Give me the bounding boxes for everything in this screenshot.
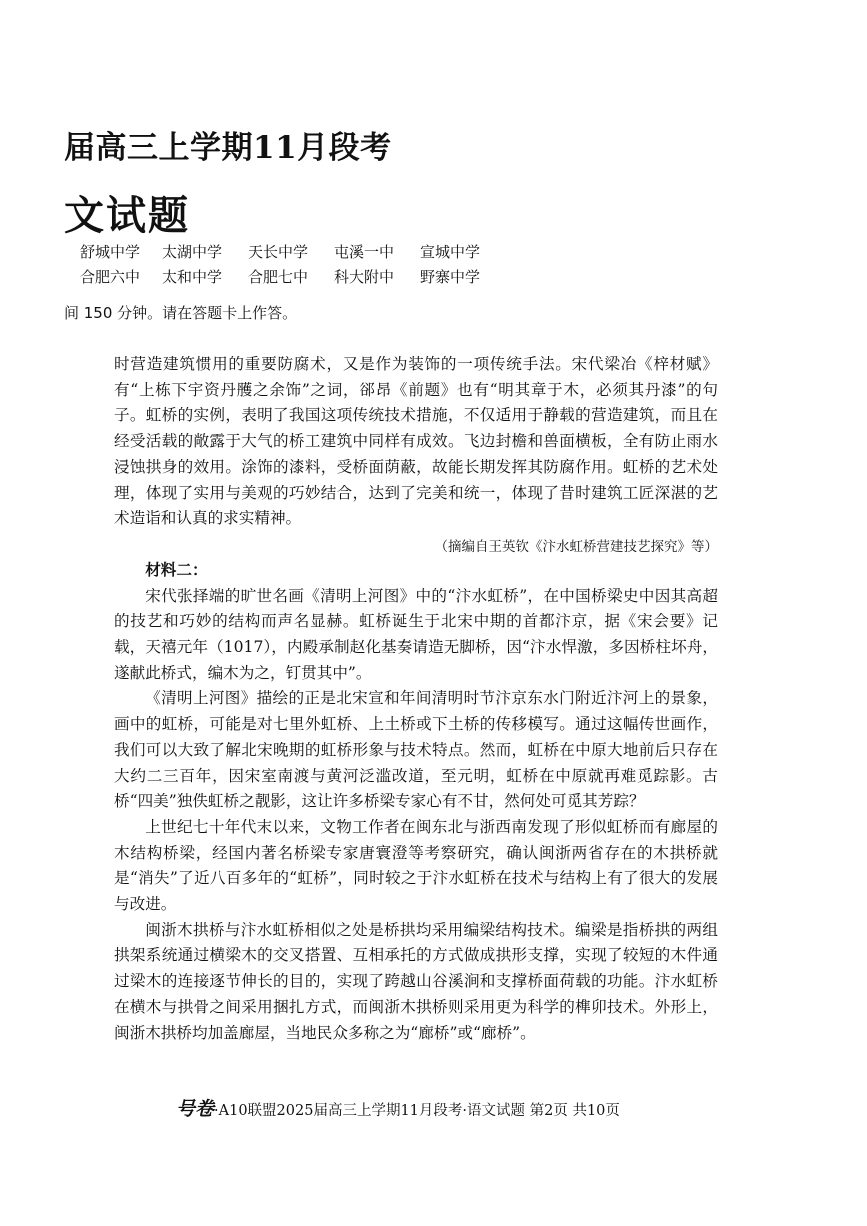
reading-passage <box>114 352 718 1046</box>
exam-instructions: 间 150 分钟。请在答题卡上作答。 <box>64 304 298 322</box>
school-row-2 <box>80 265 480 290</box>
footer-text: ·A10联盟2025届高三上学期11月段考·语文试题 第2页 共10页 <box>214 1103 620 1119</box>
exam-subject: 文试题 <box>64 192 190 239</box>
material-2-heading: 材料二： <box>145 560 208 579</box>
school-name: 野寨中学 <box>420 268 481 286</box>
material-1-source: （摘编自王英钦《汴水虹桥营建技艺探究》等） <box>434 538 718 555</box>
material-2-paragraph: 宋代张择端的旷世名画《清明上河图》中的“汴水虹桥”，在中国桥梁史中因其高超的技艺和巧妙的结构而声名显赫。虹桥诞生于北宋中期的首都汴京，据《宋会要》记载，天禧元年（1017），内殿承制赵化基奏请造无脚桥，因“汴水悍激，多因桥柱坏舟，遂献此桥式，编木为之，钉贯其中”。 <box>114 586 718 682</box>
exam-title: 届高三上学期11月段考 <box>64 130 392 166</box>
school-name: 科大附中 <box>334 268 395 286</box>
school-name: 宣城中学 <box>420 243 481 261</box>
school-name: 屯溪一中 <box>334 243 395 261</box>
page-footer <box>176 1094 620 1121</box>
school-name: 舒城中学 <box>80 243 141 261</box>
material-2-paragraph: 上世纪七十年代末以来，文物工作者在闽东北与浙西南发现了形似虹桥而有廊屋的木结构桥梁，经国内著名桥梁专家唐寰澄等考察研究，确认闽浙两省存在的木拱桥就是“消失”了近八百多年的“虹桥”，同时较之于汴水虹桥在技术与结构上有了很大的发展与改进。 <box>114 817 718 914</box>
material-2-paragraph: 闽浙木拱桥与汴水虹桥相似之处是桥拱均采用编梁结构技术。编梁是指桥拱的两组拱架系统通过横梁木的交叉搭置、互相承托的方式做成拱形支撑，实现了较短的木件通过梁木的连接逐节伸长的目的，实现了跨越山谷溪涧和支撑桥面荷载的功能。汴水虹桥在横木与拱骨之间采用捆扎方式，而闽浙木拱桥则采用更为科学的榫卯技术。外形上，闽浙木拱桥均加盖廊屋，当地民众多称之为“廊桥”或“廊桥”。 <box>114 920 718 1042</box>
school-name: 太和中学 <box>162 268 223 286</box>
school-name: 合肥七中 <box>248 268 309 286</box>
school-name: 太湖中学 <box>162 243 223 261</box>
school-list <box>80 240 480 290</box>
school-row-1 <box>80 240 480 265</box>
school-name: 天长中学 <box>248 243 309 261</box>
school-name: 合肥六中 <box>80 268 141 286</box>
material-2-paragraph: 《清明上河图》描绘的正是北宋宣和年间清明时节汴京东水门附近汴河上的景象，画中的虹桥，可能是对七里外虹桥、上土桥或下土桥的传移模写。通过这幅传世画作，我们可以大致了解北宋晚期的虹桥形象与技术特点。然而，虹桥在中原大地前后只存在大约二三百年，因宋室南渡与黄河泛滥改道，至元明，虹桥在中原就再难觅踪影。古桥“四美”独佚虹桥之靓影，这让许多桥梁专家心有不甘，然何处可觅其芳踪？ <box>114 689 718 811</box>
publisher-logo: 号卷 <box>176 1098 215 1120</box>
material-1-paragraph: 时营造建筑惯用的重要防腐术，又是作为装饰的一项传统手法。宋代梁冶《梓材赋》有“上栋下宇资丹雘之余饰”之词，郤昂《前题》也有“明其章于木，必须其丹漆”的句子。虹桥的实例，表明了我国这项传统技术措施，不仅适用于静载的营造建筑，而且在经受活载的敞露于大气的桥工建筑中同样有成效。飞边封檐和兽面横板，全有防止雨水浸蚀拱身的效用。涂饰的漆料，受桥面荫蔽，故能长期发挥其防腐作用。虹桥的艺术处理，体现了实用与美观的巧妙结合，达到了完美和统一，体现了昔时建筑工匠深湛的艺术造诣和认真的求实精神。 <box>114 355 718 528</box>
